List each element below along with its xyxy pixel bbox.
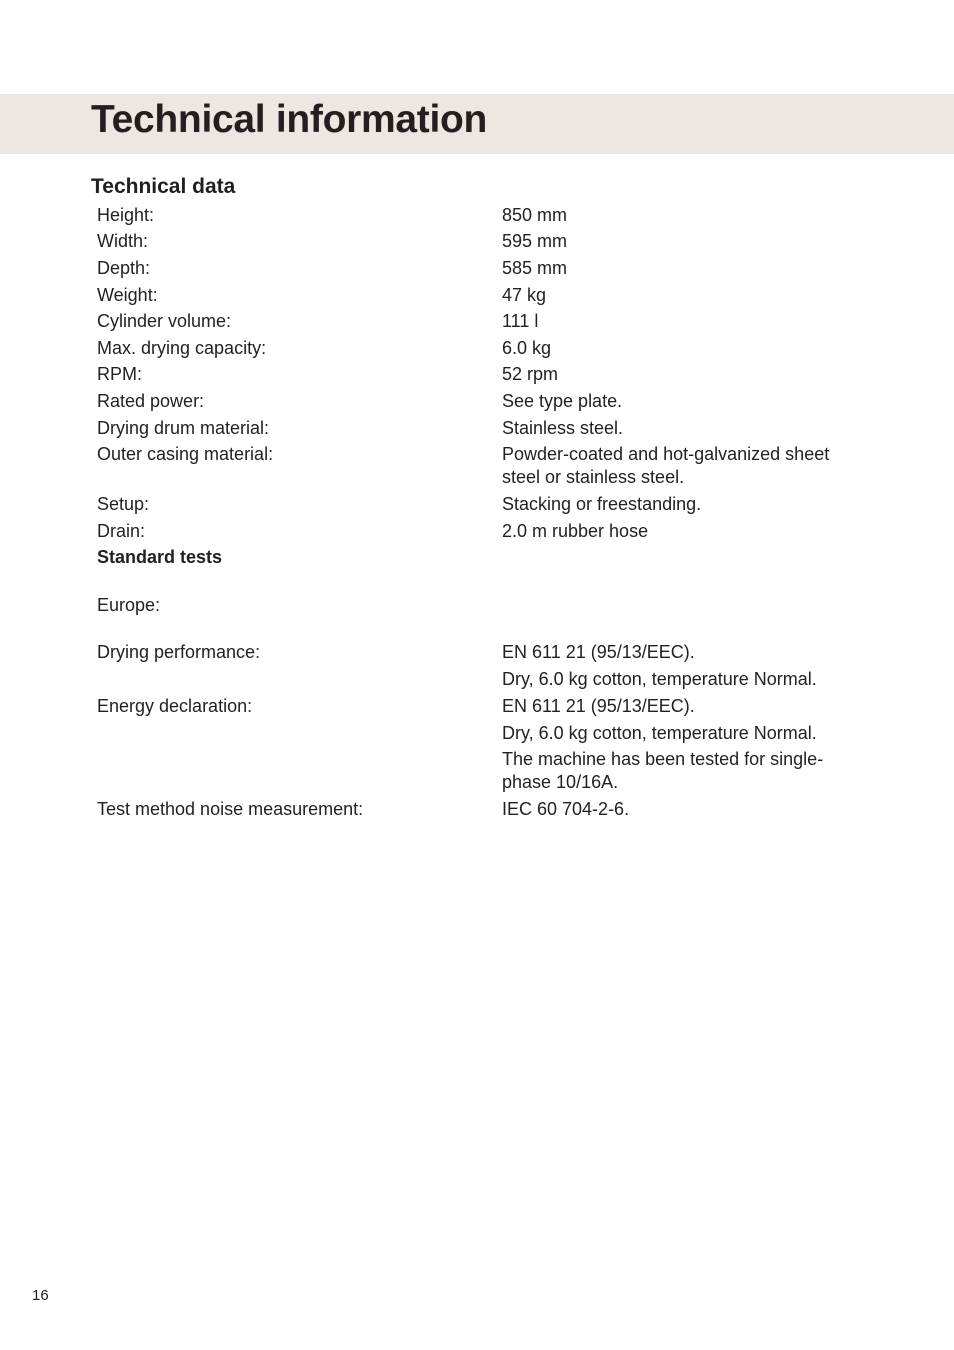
spec-value: 111 l [502,311,539,331]
spec-label: Depth: [97,258,151,278]
drying-performance-label: Drying performance: [97,642,261,662]
noise-measurement-label: Test method noise measurement: [97,799,364,819]
energy-declaration-value: EN 611 21 (95/13/EEC). [502,696,695,716]
spec-label: Max. drying capacity: [97,338,267,358]
section-title: Technical data [91,175,236,198]
spec-value: 47 kg [502,285,547,305]
spec-label: Cylinder volume: [97,311,232,331]
spec-label: Setup: [97,494,150,514]
spec-value: Stainless steel. [502,418,624,438]
region-label: Europe: [97,595,161,615]
spec-label: Outer casing material: [97,444,274,464]
spec-value: 850 mm [502,205,568,225]
spec-value: 585 mm [502,258,568,278]
spec-label: Drain: [97,521,146,541]
spec-label: Drying drum material: [97,418,270,438]
spec-label: Weight: [97,285,158,305]
spec-value: See type plate. [502,391,623,411]
standard-tests-heading: Standard tests [97,547,223,567]
spec-label: Height: [97,205,155,225]
spec-value: Stacking or freestanding. [502,494,702,514]
drying-performance-value: EN 611 21 (95/13/EEC). [502,642,695,662]
energy-declaration-value-3: The machine has been tested for single- phase 10/16A. [502,749,824,792]
spec-value: Powder-coated and hot-galvanized sheet steel or stainless steel. [502,444,830,487]
noise-measurement-value: IEC 60 704-2-6. [502,799,630,819]
spec-label: Rated power: [97,391,205,411]
spec-label: RPM: [97,364,142,384]
spec-value: 52 rpm [502,364,559,384]
energy-declaration-label: Energy declaration: [97,696,253,716]
page-number: 16 [32,1287,49,1304]
spec-value: 595 mm [502,231,568,251]
energy-declaration-value-2: Dry, 6.0 kg cotton, temperature Normal. [502,723,817,743]
spec-value: 2.0 m rubber hose [502,521,649,541]
spec-label: Width: [97,231,149,251]
drying-performance-value-2: Dry, 6.0 kg cotton, temperature Normal. [502,669,817,689]
page-title: Technical information [91,98,488,141]
spec-value: 6.0 kg [502,338,552,358]
